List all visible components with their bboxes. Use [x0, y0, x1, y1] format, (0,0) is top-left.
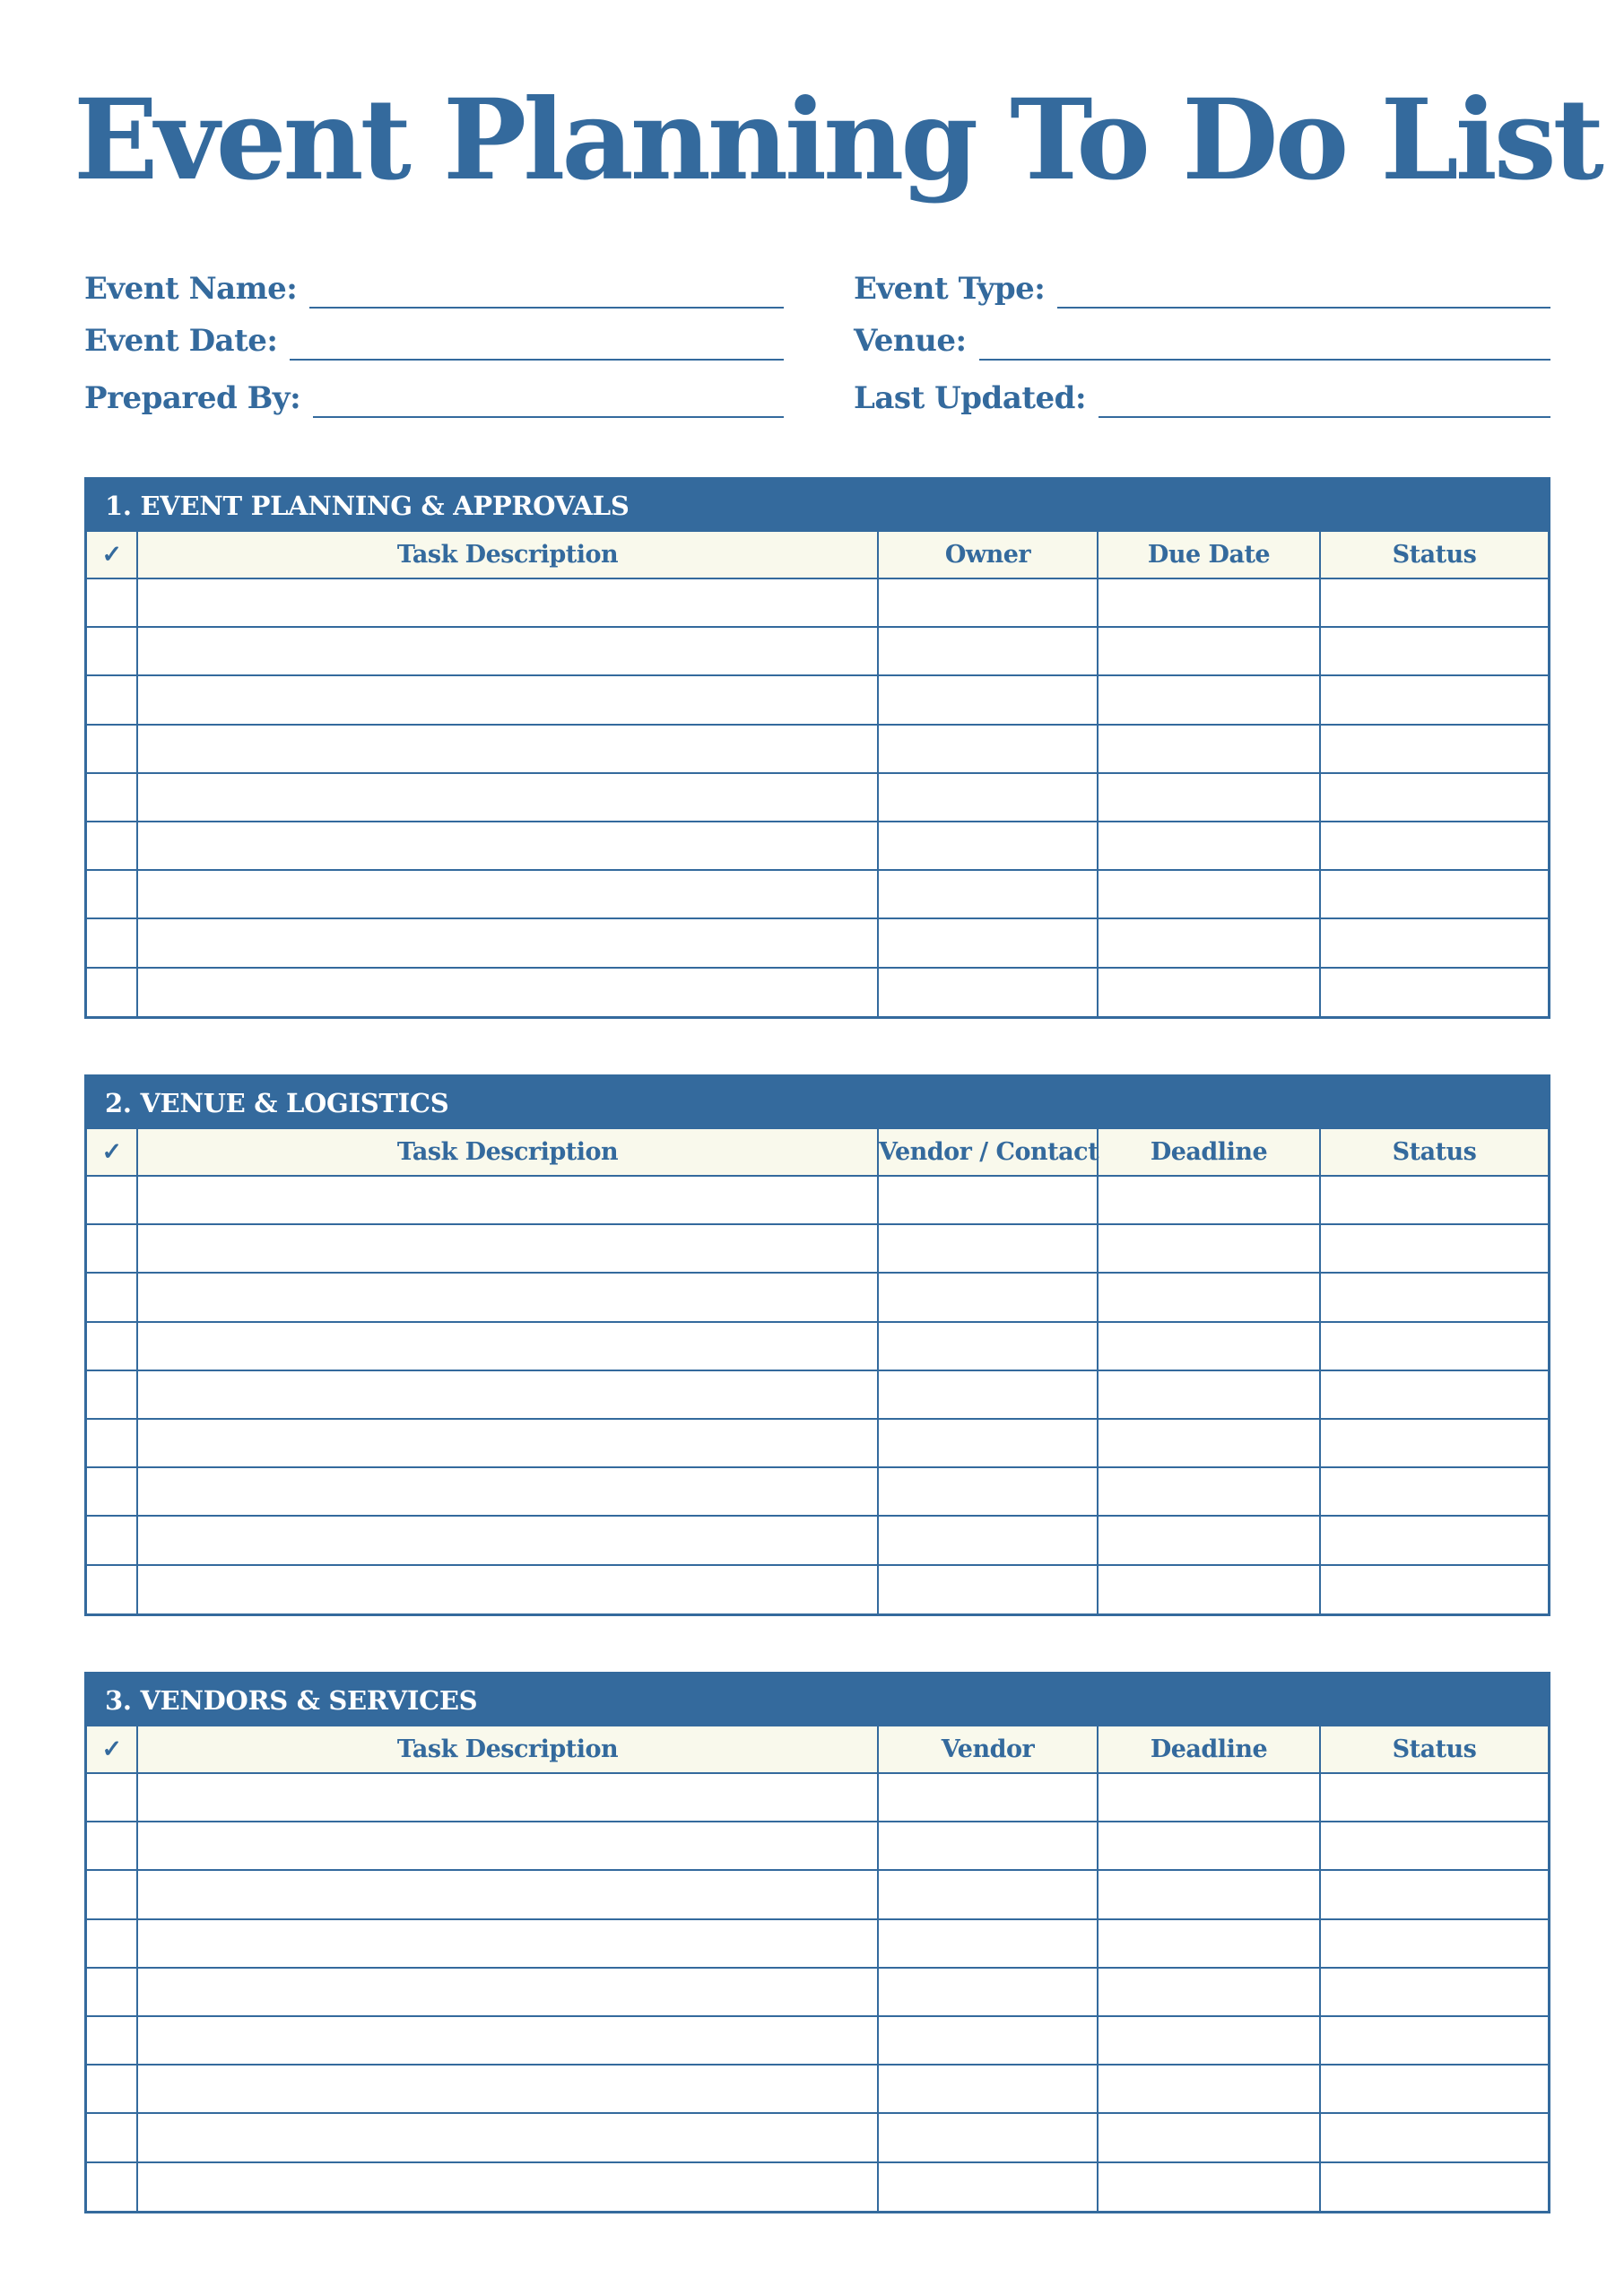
- prepared-by-line[interactable]: [313, 416, 784, 418]
- status-header: Status: [1320, 1726, 1548, 1773]
- checkbox-cell[interactable]: [87, 725, 137, 773]
- date-cell[interactable]: [1098, 1419, 1320, 1467]
- assignee-cell[interactable]: [878, 1322, 1098, 1370]
- check-column-header: ✓: [87, 1726, 137, 1773]
- section-venue-logistics: [84, 1074, 1550, 1616]
- status-cell[interactable]: [1320, 1773, 1548, 1822]
- checkbox-cell[interactable]: [87, 1273, 137, 1321]
- table-row: [87, 578, 1548, 627]
- checkbox-cell[interactable]: [87, 2113, 137, 2161]
- checkbox-cell[interactable]: [87, 627, 137, 675]
- checkbox-cell[interactable]: [87, 1773, 137, 1822]
- assignee-cell[interactable]: [878, 1822, 1098, 1870]
- task-description-cell[interactable]: [137, 627, 878, 675]
- task-table: [87, 532, 1548, 1016]
- task-table: [87, 1726, 1548, 2211]
- table-row: [87, 1870, 1548, 1918]
- date-cell[interactable]: [1098, 1516, 1320, 1564]
- event-type-label: Event Type:: [854, 271, 1046, 307]
- deadline-header: Deadline: [1098, 1726, 1320, 1773]
- date-cell[interactable]: [1098, 1773, 1320, 1822]
- status-cell[interactable]: [1320, 1822, 1548, 1870]
- task-description-header: Task Description: [137, 1726, 878, 1773]
- date-cell[interactable]: [1098, 1273, 1320, 1321]
- last-updated-label: Last Updated:: [854, 380, 1087, 416]
- status-cell[interactable]: [1320, 1224, 1548, 1273]
- task-rows: [87, 1176, 1548, 1613]
- assignee-cell[interactable]: [878, 1419, 1098, 1467]
- table-row: [87, 725, 1548, 773]
- table-row: [87, 918, 1548, 967]
- status-cell[interactable]: [1320, 2162, 1548, 2211]
- task-description-cell[interactable]: [137, 1370, 878, 1419]
- table-row: [87, 2162, 1548, 2211]
- date-cell[interactable]: [1098, 578, 1320, 627]
- owner-header: Owner: [878, 532, 1098, 578]
- task-description-cell[interactable]: [137, 1224, 878, 1273]
- table-row: [87, 2016, 1548, 2065]
- assignee-cell[interactable]: [878, 918, 1098, 967]
- date-cell[interactable]: [1098, 1565, 1320, 1613]
- assignee-cell[interactable]: [878, 1176, 1098, 1224]
- task-description-cell[interactable]: [137, 578, 878, 627]
- table-row: [87, 675, 1548, 724]
- venue-label: Venue:: [854, 323, 967, 359]
- assignee-cell[interactable]: [878, 725, 1098, 773]
- checkbox-cell[interactable]: [87, 918, 137, 967]
- date-cell[interactable]: [1098, 870, 1320, 918]
- checkbox-cell[interactable]: [87, 1870, 137, 1918]
- date-cell[interactable]: [1098, 1467, 1320, 1516]
- assignee-cell[interactable]: [878, 2162, 1098, 2211]
- date-cell[interactable]: [1098, 627, 1320, 675]
- task-description-cell[interactable]: [137, 1419, 878, 1467]
- assignee-cell[interactable]: [878, 578, 1098, 627]
- task-description-cell[interactable]: [137, 2065, 878, 2113]
- check-column-header: ✓: [87, 532, 137, 578]
- section-title: 3. VENDORS & SERVICES: [87, 1674, 1548, 1726]
- status-cell[interactable]: [1320, 1968, 1548, 2016]
- task-rows: [87, 1773, 1548, 2211]
- task-description-cell[interactable]: [137, 1822, 878, 1870]
- status-cell[interactable]: [1320, 918, 1548, 967]
- task-description-cell[interactable]: [137, 2162, 878, 2211]
- checkbox-cell[interactable]: [87, 1322, 137, 1370]
- assignee-cell[interactable]: [878, 968, 1098, 1016]
- table-row: [87, 1968, 1548, 2016]
- prepared-by-field[interactable]: [84, 380, 784, 425]
- check-column-header: ✓: [87, 1129, 137, 1176]
- section-title: 1. EVENT PLANNING & APPROVALS: [87, 480, 1548, 532]
- table-row: [87, 968, 1548, 1016]
- date-cell[interactable]: [1098, 2065, 1320, 2113]
- assignee-cell[interactable]: [878, 2016, 1098, 2065]
- checkbox-cell[interactable]: [87, 1822, 137, 1870]
- status-cell[interactable]: [1320, 968, 1548, 1016]
- checkbox-cell[interactable]: [87, 675, 137, 724]
- task-description-cell[interactable]: [137, 675, 878, 724]
- assignee-cell[interactable]: [878, 1773, 1098, 1822]
- checkbox-cell[interactable]: [87, 773, 137, 822]
- task-description-cell[interactable]: [137, 822, 878, 870]
- section-event-planning: [84, 477, 1550, 1019]
- task-description-header: Task Description: [137, 532, 878, 578]
- checkbox-cell[interactable]: [87, 1968, 137, 2016]
- task-description-cell[interactable]: [137, 2016, 878, 2065]
- event-name-line[interactable]: [309, 307, 784, 309]
- status-cell[interactable]: [1320, 1273, 1548, 1321]
- status-cell[interactable]: [1320, 1467, 1548, 1516]
- task-rows: [87, 578, 1548, 1016]
- checkbox-cell[interactable]: [87, 1419, 137, 1467]
- checkbox-cell[interactable]: [87, 1565, 137, 1613]
- table-row: [87, 1176, 1548, 1224]
- date-cell[interactable]: [1098, 773, 1320, 822]
- task-description-header: Task Description: [137, 1129, 878, 1176]
- table-row: [87, 1224, 1548, 1273]
- vendor-header: Vendor: [878, 1726, 1098, 1773]
- status-cell[interactable]: [1320, 822, 1548, 870]
- assignee-cell[interactable]: [878, 870, 1098, 918]
- section-vendors-services: [84, 1672, 1550, 2213]
- checkbox-cell[interactable]: [87, 1919, 137, 1968]
- status-cell[interactable]: [1320, 627, 1548, 675]
- task-description-cell[interactable]: [137, 1919, 878, 1968]
- last-updated-field[interactable]: [854, 380, 1550, 425]
- date-cell[interactable]: [1098, 1968, 1320, 2016]
- table-row: [87, 1919, 1548, 1968]
- event-date-field[interactable]: [84, 323, 784, 368]
- date-cell[interactable]: [1098, 822, 1320, 870]
- table-row: [87, 870, 1548, 918]
- status-cell[interactable]: [1320, 1322, 1548, 1370]
- prepared-by-label: Prepared By:: [84, 380, 301, 416]
- date-cell[interactable]: [1098, 1224, 1320, 1273]
- event-name-field[interactable]: [84, 271, 784, 316]
- date-cell[interactable]: [1098, 1870, 1320, 1918]
- status-header: Status: [1320, 1129, 1548, 1176]
- status-cell[interactable]: [1320, 1370, 1548, 1419]
- table-row: [87, 2113, 1548, 2161]
- table-row: [87, 1370, 1548, 1419]
- task-description-cell[interactable]: [137, 968, 878, 1016]
- date-cell[interactable]: [1098, 918, 1320, 967]
- table-row: [87, 1516, 1548, 1564]
- checkbox-cell[interactable]: [87, 1176, 137, 1224]
- venue-field[interactable]: [854, 323, 1550, 368]
- assignee-cell[interactable]: [878, 675, 1098, 724]
- checkbox-cell[interactable]: [87, 968, 137, 1016]
- assignee-cell[interactable]: [878, 627, 1098, 675]
- table-row: [87, 1773, 1548, 1822]
- date-cell[interactable]: [1098, 1822, 1320, 1870]
- task-description-cell[interactable]: [137, 1968, 878, 2016]
- table-header-row: [87, 1726, 1548, 1773]
- date-cell[interactable]: [1098, 1322, 1320, 1370]
- table-row: [87, 822, 1548, 870]
- status-cell[interactable]: [1320, 870, 1548, 918]
- table-row: [87, 773, 1548, 822]
- table-row: [87, 1822, 1548, 1870]
- vendor-contact-header: Vendor / Contact: [878, 1129, 1098, 1176]
- assignee-cell[interactable]: [878, 1870, 1098, 1918]
- status-cell[interactable]: [1320, 1419, 1548, 1467]
- task-description-cell[interactable]: [137, 1773, 878, 1822]
- checkbox-cell[interactable]: [87, 2162, 137, 2211]
- deadline-header: Deadline: [1098, 1129, 1320, 1176]
- assignee-cell[interactable]: [878, 2113, 1098, 2161]
- checkbox-cell[interactable]: [87, 822, 137, 870]
- checkbox-cell[interactable]: [87, 1370, 137, 1419]
- checkbox-cell[interactable]: [87, 578, 137, 627]
- assignee-cell[interactable]: [878, 822, 1098, 870]
- status-cell[interactable]: [1320, 675, 1548, 724]
- date-cell[interactable]: [1098, 1370, 1320, 1419]
- table-row: [87, 1273, 1548, 1321]
- date-cell[interactable]: [1098, 1176, 1320, 1224]
- date-cell[interactable]: [1098, 675, 1320, 724]
- assignee-cell[interactable]: [878, 773, 1098, 822]
- event-date-label: Event Date:: [84, 323, 278, 359]
- checkbox-cell[interactable]: [87, 870, 137, 918]
- event-type-line[interactable]: [1057, 307, 1550, 309]
- status-cell[interactable]: [1320, 1516, 1548, 1564]
- task-description-cell[interactable]: [137, 870, 878, 918]
- due-date-header: Due Date: [1098, 532, 1320, 578]
- last-updated-line[interactable]: [1099, 416, 1550, 418]
- date-cell[interactable]: [1098, 2113, 1320, 2161]
- status-header: Status: [1320, 532, 1548, 578]
- date-cell[interactable]: [1098, 2016, 1320, 2065]
- status-cell[interactable]: [1320, 773, 1548, 822]
- section-title: 2. VENUE & LOGISTICS: [87, 1077, 1548, 1129]
- table-row: [87, 1322, 1548, 1370]
- task-description-cell[interactable]: [137, 1565, 878, 1613]
- status-cell[interactable]: [1320, 2016, 1548, 2065]
- task-description-cell[interactable]: [137, 1467, 878, 1516]
- task-description-cell[interactable]: [137, 1322, 878, 1370]
- task-description-cell[interactable]: [137, 1273, 878, 1321]
- assignee-cell[interactable]: [878, 1370, 1098, 1419]
- assignee-cell[interactable]: [878, 1516, 1098, 1564]
- status-cell[interactable]: [1320, 578, 1548, 627]
- assignee-cell[interactable]: [878, 1919, 1098, 1968]
- table-row: [87, 1419, 1548, 1467]
- date-cell[interactable]: [1098, 2162, 1320, 2211]
- status-cell[interactable]: [1320, 1176, 1548, 1224]
- status-cell[interactable]: [1320, 2113, 1548, 2161]
- event-name-label: Event Name:: [84, 271, 298, 307]
- task-description-cell[interactable]: [137, 773, 878, 822]
- table-row: [87, 627, 1548, 675]
- status-cell[interactable]: [1320, 725, 1548, 773]
- checkbox-cell[interactable]: [87, 1516, 137, 1564]
- assignee-cell[interactable]: [878, 1968, 1098, 2016]
- assignee-cell[interactable]: [878, 1467, 1098, 1516]
- assignee-cell[interactable]: [878, 2065, 1098, 2113]
- checkbox-cell[interactable]: [87, 1224, 137, 1273]
- date-cell[interactable]: [1098, 1919, 1320, 1968]
- table-row: [87, 2065, 1548, 2113]
- page-title: Event Planning To Do List: [74, 75, 1601, 205]
- assignee-cell[interactable]: [878, 1224, 1098, 1273]
- status-cell[interactable]: [1320, 1565, 1548, 1613]
- task-description-cell[interactable]: [137, 1516, 878, 1564]
- event-type-field[interactable]: [854, 271, 1550, 316]
- task-description-cell[interactable]: [137, 2113, 878, 2161]
- task-description-cell[interactable]: [137, 918, 878, 967]
- table-row: [87, 1565, 1548, 1613]
- checkbox-cell[interactable]: [87, 2065, 137, 2113]
- status-cell[interactable]: [1320, 2065, 1548, 2113]
- event-date-line[interactable]: [290, 359, 784, 361]
- assignee-cell[interactable]: [878, 1273, 1098, 1321]
- date-cell[interactable]: [1098, 968, 1320, 1016]
- table-header-row: [87, 1129, 1548, 1176]
- status-cell[interactable]: [1320, 1870, 1548, 1918]
- task-description-cell[interactable]: [137, 1870, 878, 1918]
- date-cell[interactable]: [1098, 725, 1320, 773]
- status-cell[interactable]: [1320, 1919, 1548, 1968]
- checkbox-cell[interactable]: [87, 1467, 137, 1516]
- task-description-cell[interactable]: [137, 725, 878, 773]
- table-row: [87, 1467, 1548, 1516]
- task-table: [87, 1129, 1548, 1613]
- table-header-row: [87, 532, 1548, 578]
- assignee-cell[interactable]: [878, 1565, 1098, 1613]
- venue-line[interactable]: [979, 359, 1550, 361]
- checkbox-cell[interactable]: [87, 2016, 137, 2065]
- task-description-cell[interactable]: [137, 1176, 878, 1224]
